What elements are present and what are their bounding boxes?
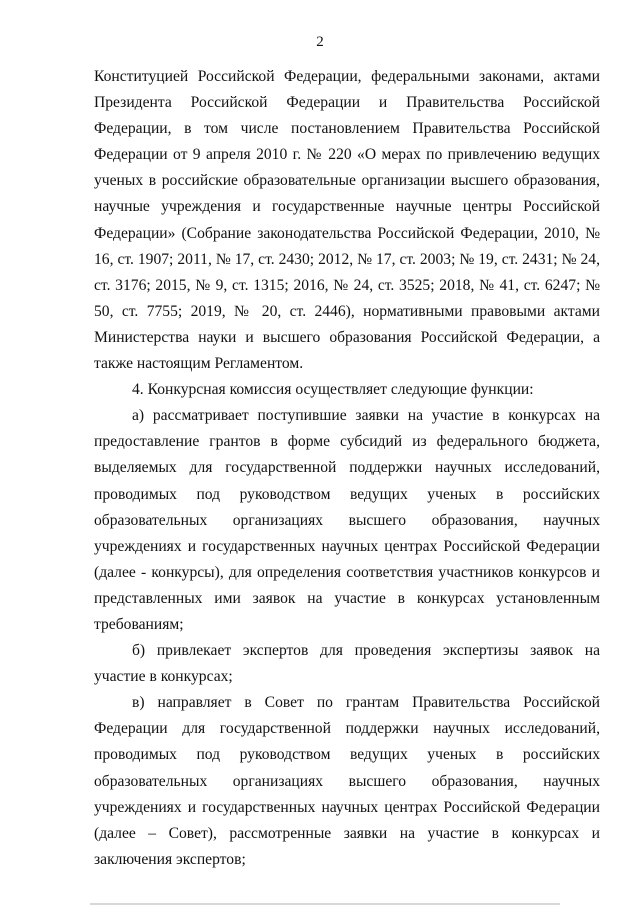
paragraph-continuation: Конституцией Российской Федерации, федеральными законами, актами Президента Российской Федерации и Правительства Российской Федерации, в том числе постановлением Правительства Российской Федерации от 9 апреля 2010 г. № 220 «О мерах по привлечению ведущих ученых в российские образовательные организации высшего образования, научные учреждения и государственные научные центры Российской Федерации» (Собрание законодательства Российской Федерации, 2010, № 16, ст. 1907; 2011, № 17, ст. 2430; 2012, № 17, ст. 2003; № 19, ст. 2431; № 24, ст. 3176; 2015, № 9, ст. 1315; 2016, № 24, ст. 3525; 2018, № 41, ст. 6247; № 50, ст. 7755; 2019, № 20, ст. 2446), нормативными правовыми актами Министерства науки и высшего образования Российской Федерации, а также настоящим Регламентом. (94, 68, 600, 373)
page-number: 2 (316, 34, 324, 50)
paragraph-item-4: 4. Конкурсная комиссия осуществляет следующие функции: (132, 381, 534, 399)
paragraph-subitem-b: б) привлекает экспертов для проведения экспертизы заявок на участие в конкурсах; (94, 642, 600, 686)
paragraph-subitem-a: а) рассматривает поступившие заявки на участие в конкурсах на предоставление грантов в форме субсидий из федерального бюджета, выделяемых для государственной поддержки научных исследований, проводимых под руководством ведущих ученых в российских образовательных организациях высшего образования, научных учреждениях и государственных научных центрах Российской Федерации (далее - конкурсы), для определения соответствия участников конкурсов и представленных ими заявок на участие в конкурсах установленным требованиям; (94, 407, 600, 633)
paragraph-subitem-v: в) направляет в Совет по грантам Правительства Российской Федерации для государственной поддержки научных исследований, проводимых под руководством ведущих ученых в российских образовательных организациях высшего образования, научных учреждениях и государственных научных центрах Российской Федерации (далее – Совет), рассмотренные заявки на участие в конкурсах и заключения экспертов; (94, 694, 600, 868)
document-body (94, 64, 600, 873)
